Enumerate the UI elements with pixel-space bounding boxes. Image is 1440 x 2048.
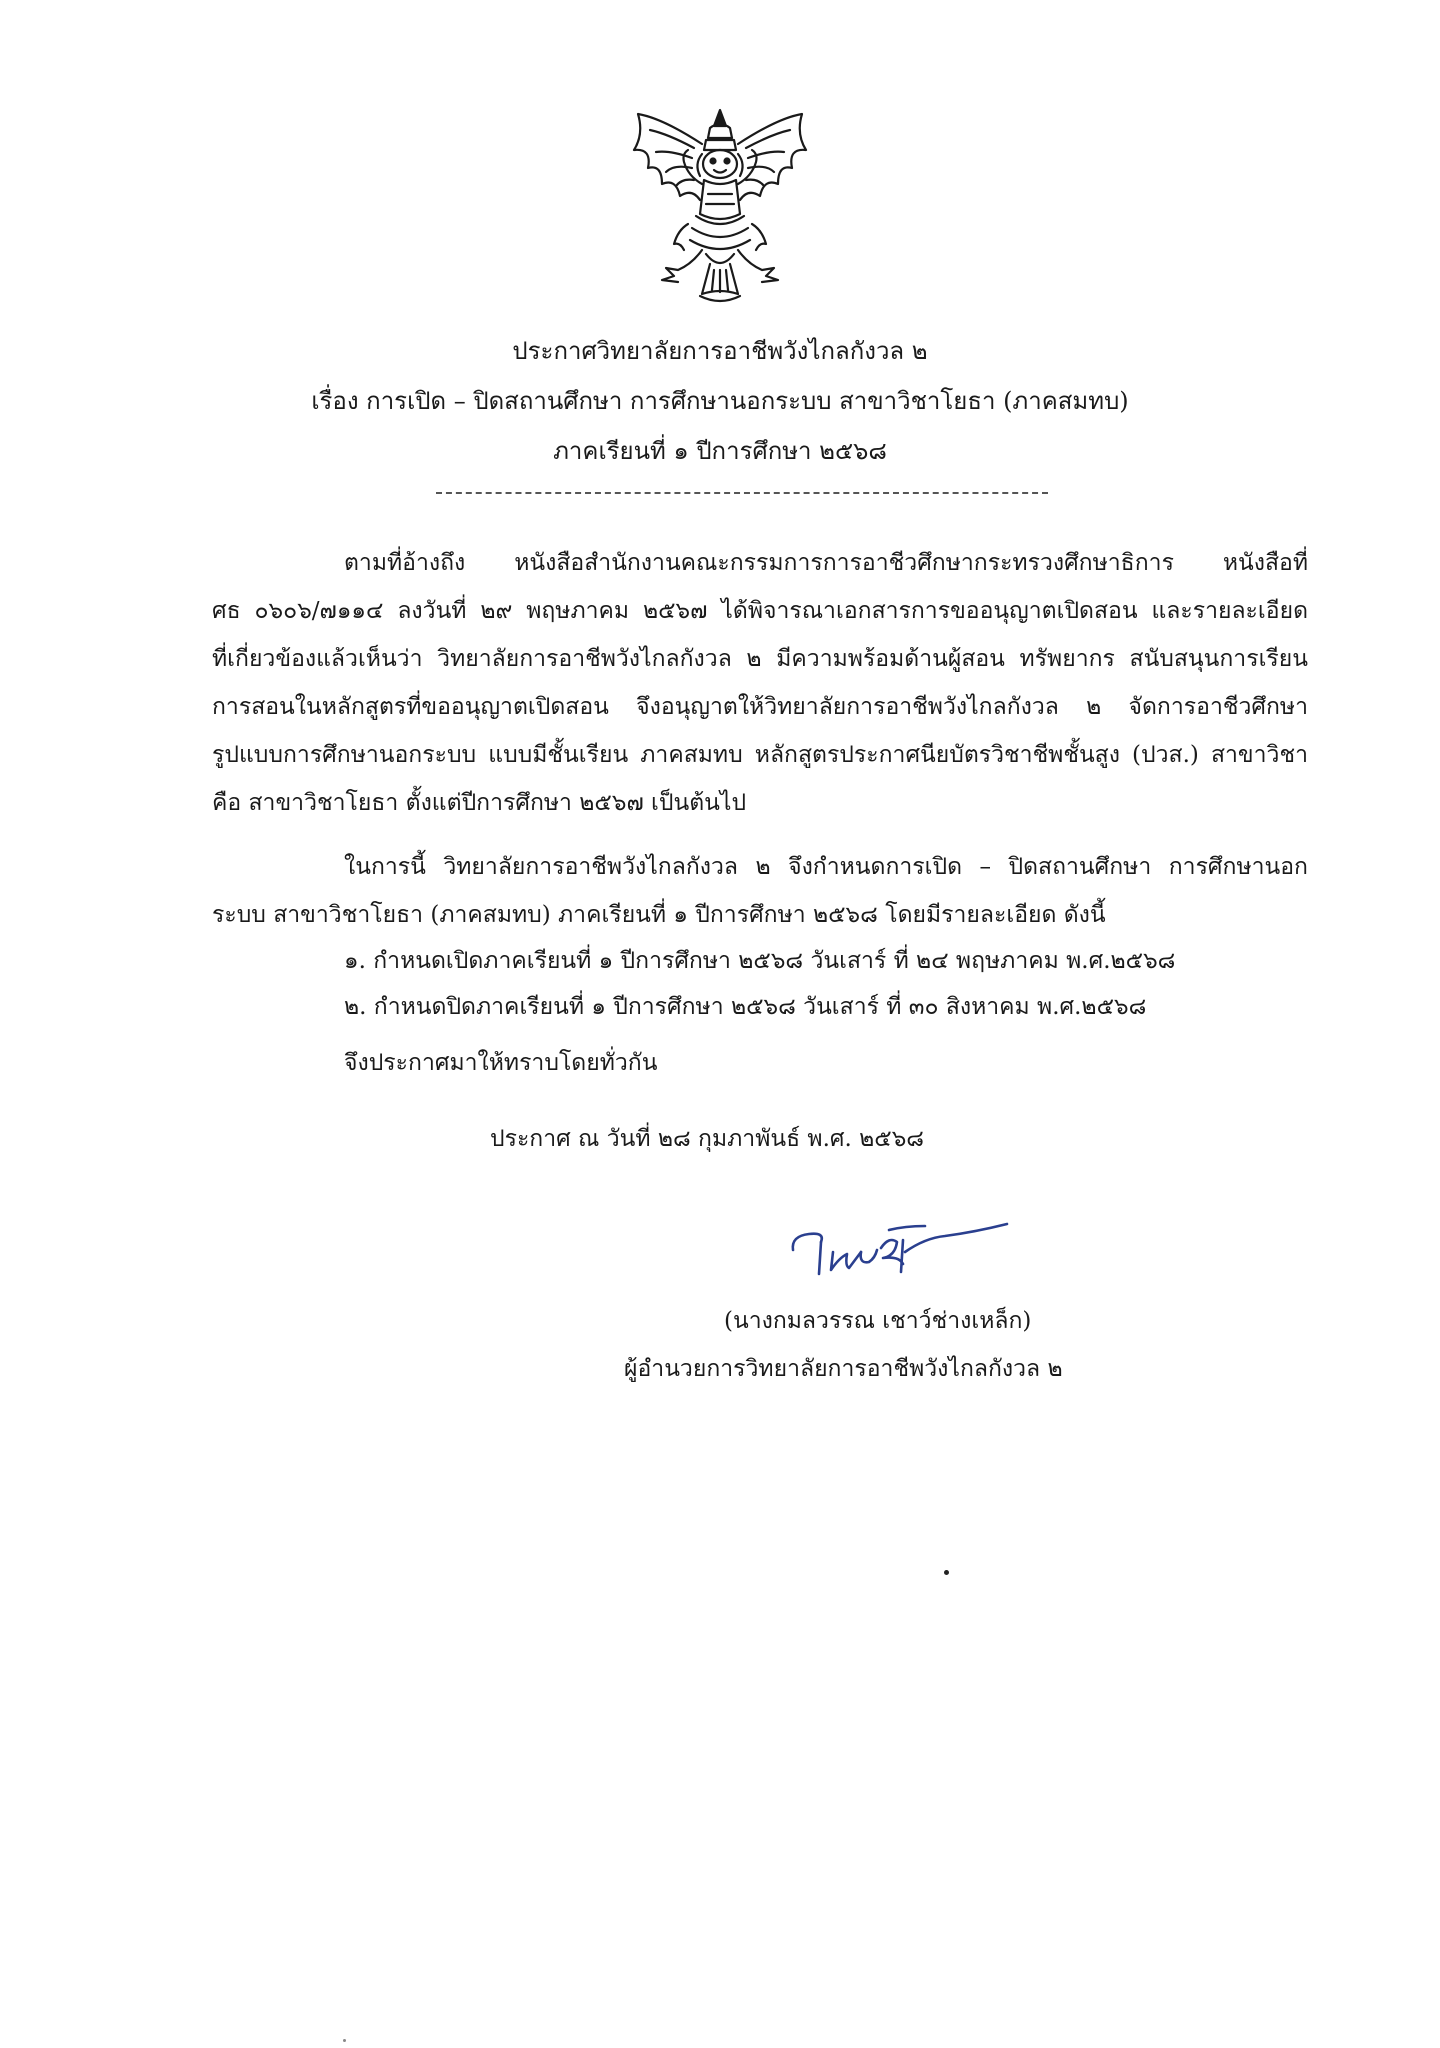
- paragraph-line: ในการนี้ วิทยาลัยการอาชีพวังไกลกังวล ๒ จึงกำหนดการเปิด – ปิดสถานศึกษา การศึกษานอก: [344, 854, 1308, 880]
- announcement-subject: เรื่อง การเปิด – ปิดสถานศึกษา การศึกษานอกระบบ สาขาวิชาโยธา (ภาคสมทบ): [311, 387, 1129, 415]
- stray-mark: [944, 1570, 949, 1575]
- handwritten-signature: [785, 1212, 1015, 1292]
- garuda-emblem-icon: [622, 104, 818, 308]
- signer-position: ผู้อำนวยการวิทยาลัยการอาชีพวังไกลกังวล ๒: [624, 1356, 1063, 1382]
- paragraph-line: ระบบ สาขาวิชาโยธา (ภาคสมทบ) ภาคเรียนที่ ๑ ปีการศึกษา ๒๕๖๘ โดยมีรายละเอียด ดังนี้: [212, 902, 1106, 928]
- paragraph-line: ที่เกี่ยวข้องแล้วเห็นว่า วิทยาลัยการอาชีพวังไกลกังวล ๒ มีความพร้อมด้านผู้สอน ทรัพยากร สนับสนุนการเรียน: [212, 646, 1308, 672]
- announced-date: ประกาศ ณ วันที่ ๒๘ กุมภาพันธ์ พ.ศ. ๒๕๖๘: [490, 1126, 925, 1152]
- divider-line: [436, 492, 1048, 494]
- schedule-item: ๑. กำหนดเปิดภาคเรียนที่ ๑ ปีการศึกษา ๒๕๖๘ วันเสาร์ ที่ ๒๔ พฤษภาคม พ.ศ.๒๕๖๘: [344, 948, 1176, 974]
- paragraph-line: คือ สาขาวิชาโยธา ตั้งแต่ปีการศึกษา ๒๕๖๗ เป็นต้นไป: [212, 790, 747, 816]
- paragraph-line: การสอนในหลักสูตรที่ขออนุญาตเปิดสอน จึงอนุญาตให้วิทยาลัยการอาชีพวังไกลกังวล ๒ จัดการอาชีวศึกษา: [212, 694, 1308, 720]
- closing-statement: จึงประกาศมาให้ทราบโดยทั่วกัน: [344, 1050, 658, 1076]
- signer-name: (นางกมลวรรณ เชาว์ช่างเหล็ก): [724, 1308, 1032, 1334]
- paragraph-line: ศธ ๐๖๐๖/๗๑๑๔ ลงวันที่ ๒๙ พฤษภาคม ๒๕๖๗ ได้พิจารณาเอกสารการขออนุญาตเปิดสอน และรายละเอียด: [212, 598, 1308, 624]
- schedule-item: ๒. กำหนดปิดภาคเรียนที่ ๑ ปีการศึกษา ๒๕๖๘ วันเสาร์ ที่ ๓๐ สิงหาคม พ.ศ.๒๕๖๘: [344, 994, 1147, 1020]
- announcement-title: ประกาศวิทยาลัยการอาชีพวังไกลกังวล ๒: [512, 337, 928, 365]
- announcement-term: ภาคเรียนที่ ๑ ปีการศึกษา ๒๕๖๘: [553, 437, 887, 465]
- paragraph-line: รูปแบบการศึกษานอกระบบ แบบมีชั้นเรียน ภาคสมทบ หลักสูตรประกาศนียบัตรวิชาชีพชั้นสูง (ปวส.) สาขาวิชา: [212, 742, 1308, 768]
- paragraph-line: ตามที่อ้างถึง หนังสือสำนักงานคณะกรรมการการอาชีวศึกษากระทรวงศึกษาธิการ หนังสือที่: [344, 550, 1308, 576]
- stray-mark: [343, 2039, 346, 2042]
